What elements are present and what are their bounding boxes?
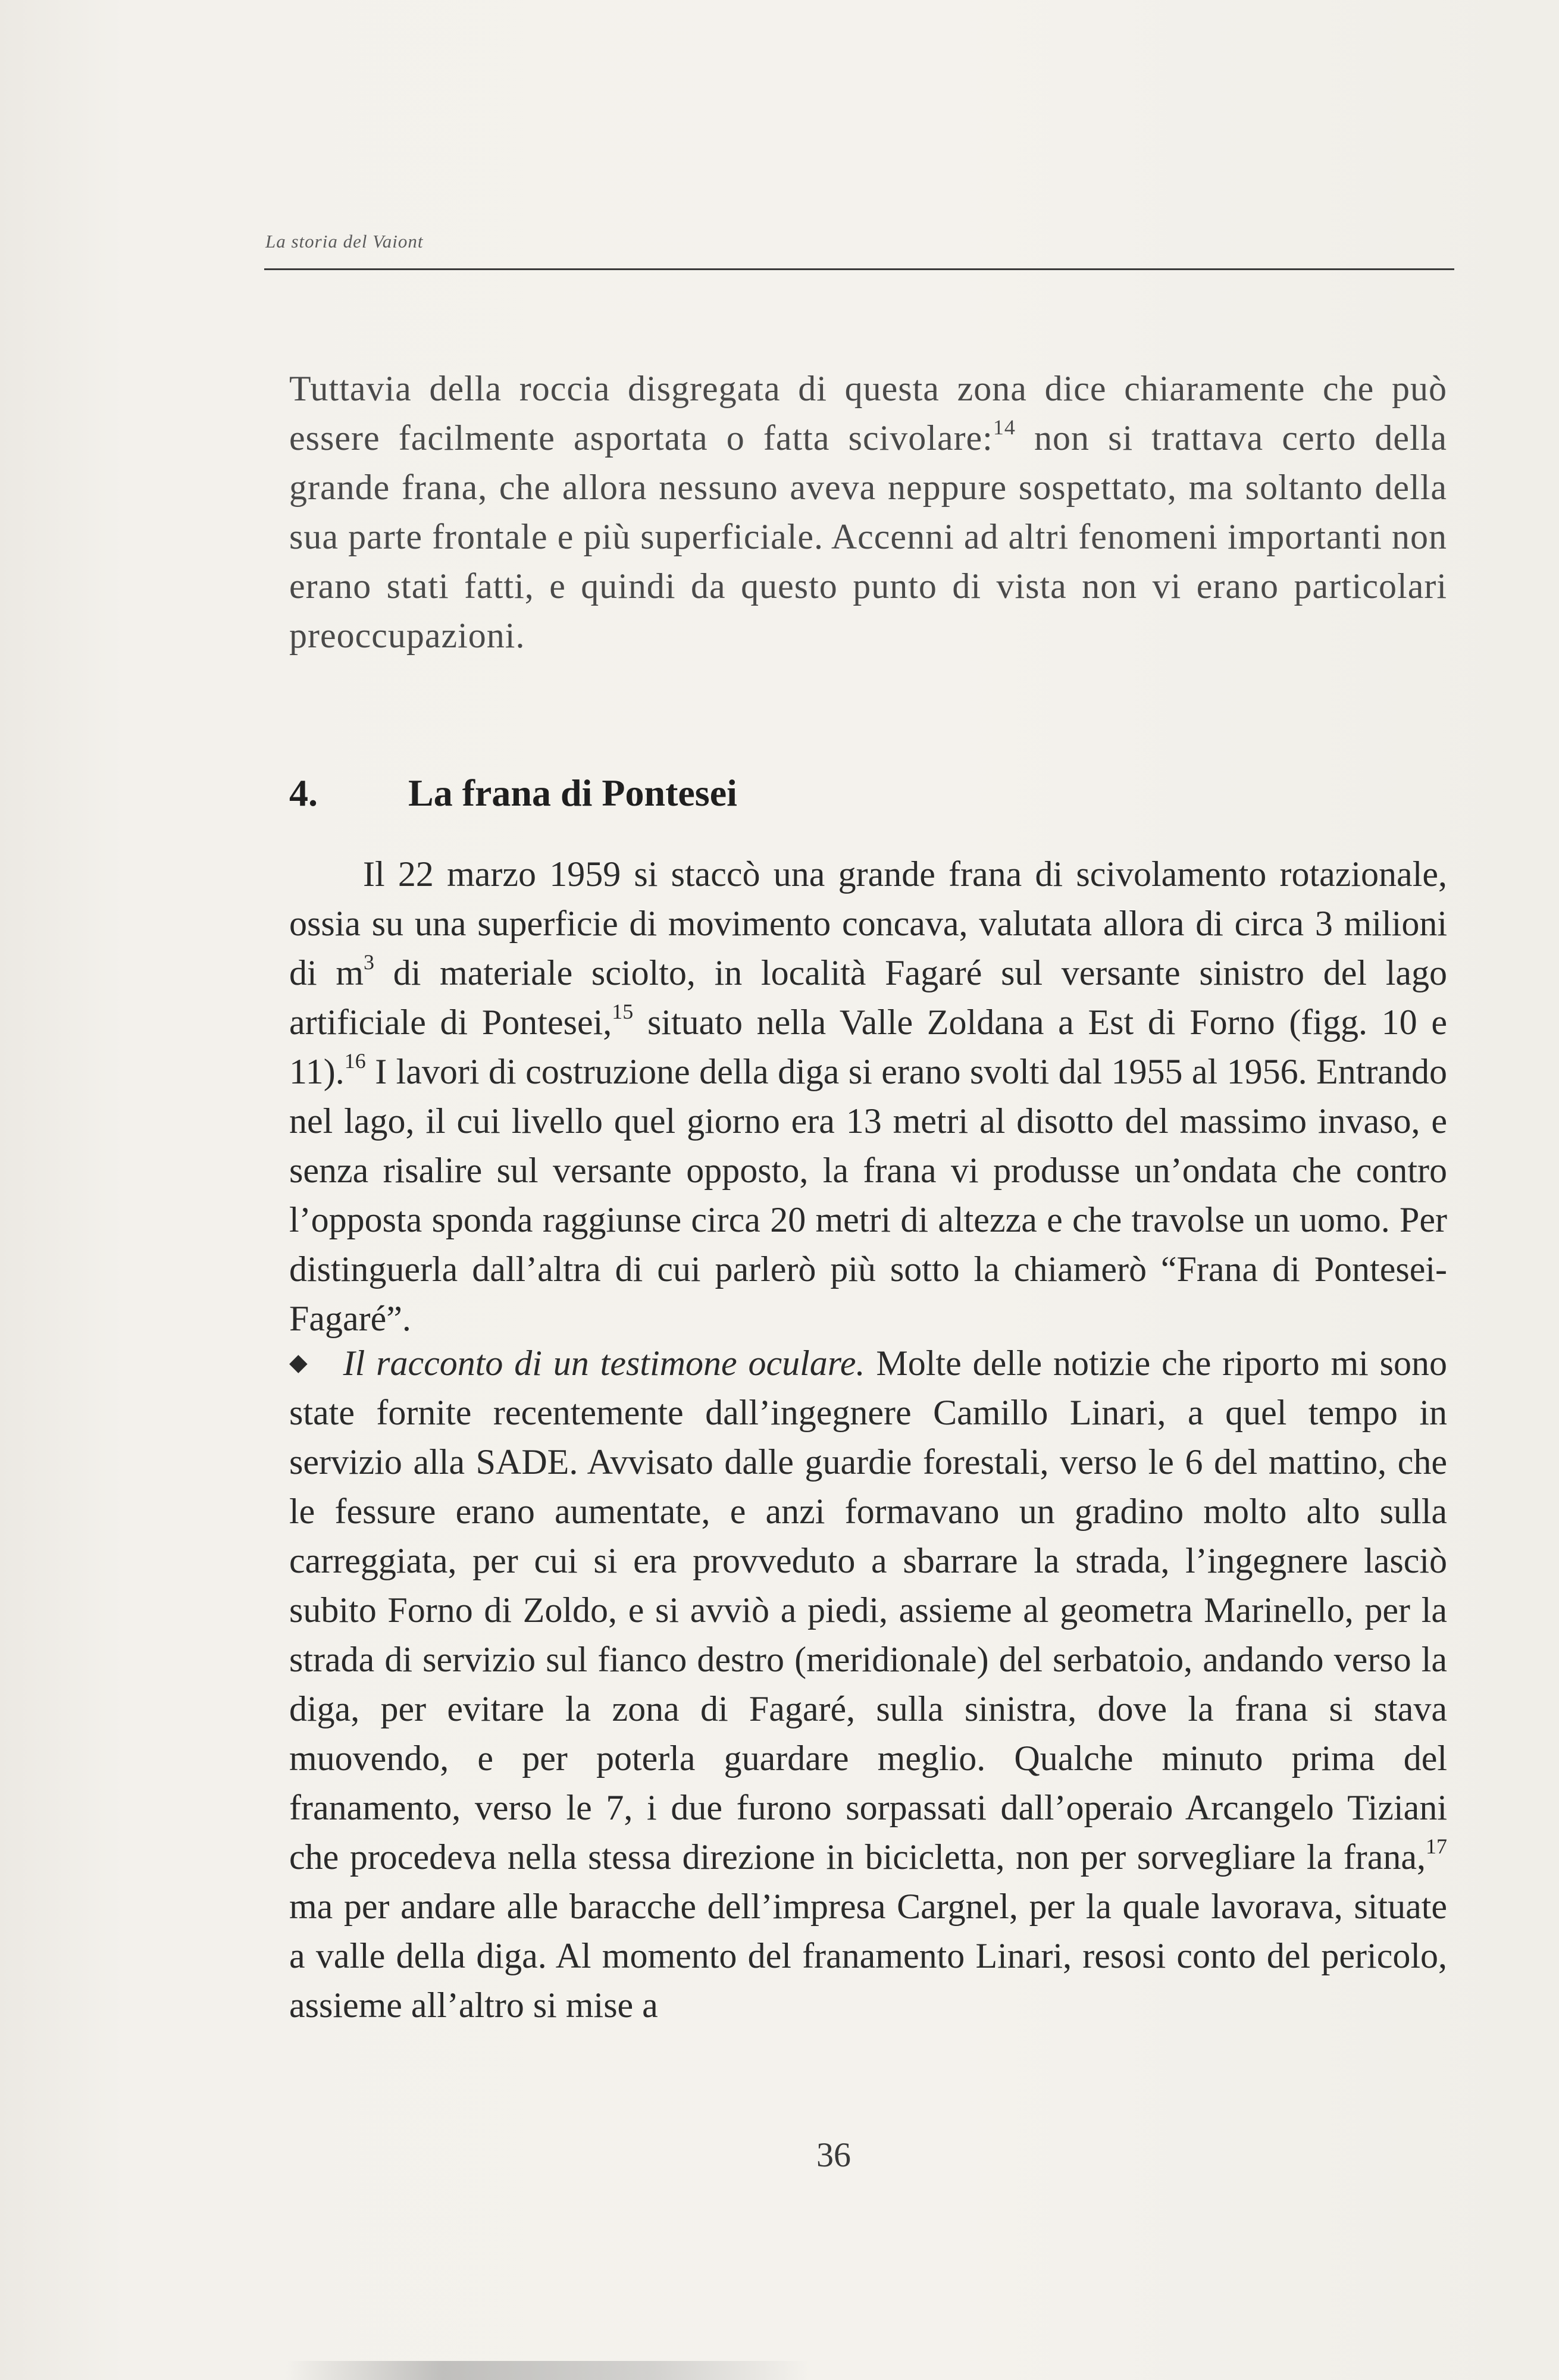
page-number: 36 <box>816 2135 851 2174</box>
section-title: La frana di Pontesei <box>408 772 737 814</box>
section-number: 4. <box>289 772 318 814</box>
footnote-ref-15: 15 <box>612 1000 634 1023</box>
footnote-ref-14: 14 <box>993 415 1016 439</box>
paragraph-2-text-a: Il 22 marzo 1959 si staccò una grande frana di scivolamento rotazionale, ossia su una superficie di movimento concava, valutata allora di circa 3 milioni di m <box>289 854 1447 992</box>
paragraph-2 <box>289 850 1447 1344</box>
footnote-ref-17: 17 <box>1426 1834 1447 1858</box>
paragraph-3-text-b: ma per andare alle baracche dell’impresa Cargnel, per la quale lavorava, situate a valle della diga. Al momento del franamento Linari, resosi conto del pericolo, assieme all’altro si mise a <box>289 1887 1447 2025</box>
paragraph-1-text-b: non si trattava certo della grande frana, che allora nessuno aveva neppure sospettato, ma soltanto della sua parte frontale e più superficiale. Accenni ad altri fenomeni importanti non erano stati fatti, e quindi da questo punto di vista non vi erano particolari preoccupazioni. <box>289 418 1447 655</box>
header-rule <box>264 268 1454 270</box>
cubic-exponent: 3 <box>364 950 375 974</box>
paragraph-2-text-b: di materiale sciolto, in località Fagaré sul versante sinistro del lago artificiale di Pontesei, <box>289 953 1448 1042</box>
paragraph-2-text-d: I lavori di costruzione della diga si erano svolti dal 1955 al 1956. Entrando nel lago, il cui livello quel giorno era 13 metri al disotto del massimo invaso, e senza risalire sul versante opposto, la frana vi produsse un’ondata che contro l’opposta sponda raggiunse circa 20 metri di altezza e che travolse un uomo. Per distinguerla dall’altra di cui parlerò più sotto la chiamerò “Frana di Pontesei-Fagaré”. <box>289 1052 1447 1338</box>
section-heading <box>289 771 737 815</box>
paragraph-3-text-a: Molte delle notizie che riporto mi sono state fornite recentemente dall’ingegnere Camillo Linari, a quel tempo in servizio alla SADE. Avvisato dalle guardie forestali, verso le 6 del mattino, che le fessure erano aumentate, e anzi formavano un gradino molto alto sulla carreggiata, per cui si era provveduto a sbarrare la strada, l’ingegnere lasciò subito Forno di Zoldo, e si avviò a piedi, assieme al geometra Marinello, per la strada di servizio sul fianco destro (meridionale) del serbatoio, andando verso la diga, per evitare la zona di Fagaré, sulla sinistra, dove la frana si stava muovendo, e per poterla guardare meglio. Qualche minuto prima del franamento, verso le 7, i due furono sorpassati dall’operaio Arcangelo Tiziani che procedeva nella stessa direzione in bicicletta, non per sorvegliare la frana, <box>289 1344 1447 1877</box>
running-head: La storia del Vaiont <box>265 231 424 252</box>
paragraph-3 <box>289 1338 1447 2030</box>
footnote-ref-16: 16 <box>344 1049 366 1073</box>
paragraph-3-lead-in: Il racconto di un testimone oculare. <box>343 1344 865 1383</box>
diamond-bullet-icon: ◆ <box>289 1349 310 1376</box>
paragraph-2-text-c: situato nella Valle Zoldana a Est di Forno (figg. 10 e 11). <box>289 1003 1448 1091</box>
paragraph-1 <box>289 364 1447 660</box>
bottom-edge-shadow <box>286 2361 809 2380</box>
paragraph-1-text-a: Tuttavia della roccia disgregata di questa zona dice chiaramente che può essere facilmente asportata o fatta scivolare: <box>289 369 1447 458</box>
